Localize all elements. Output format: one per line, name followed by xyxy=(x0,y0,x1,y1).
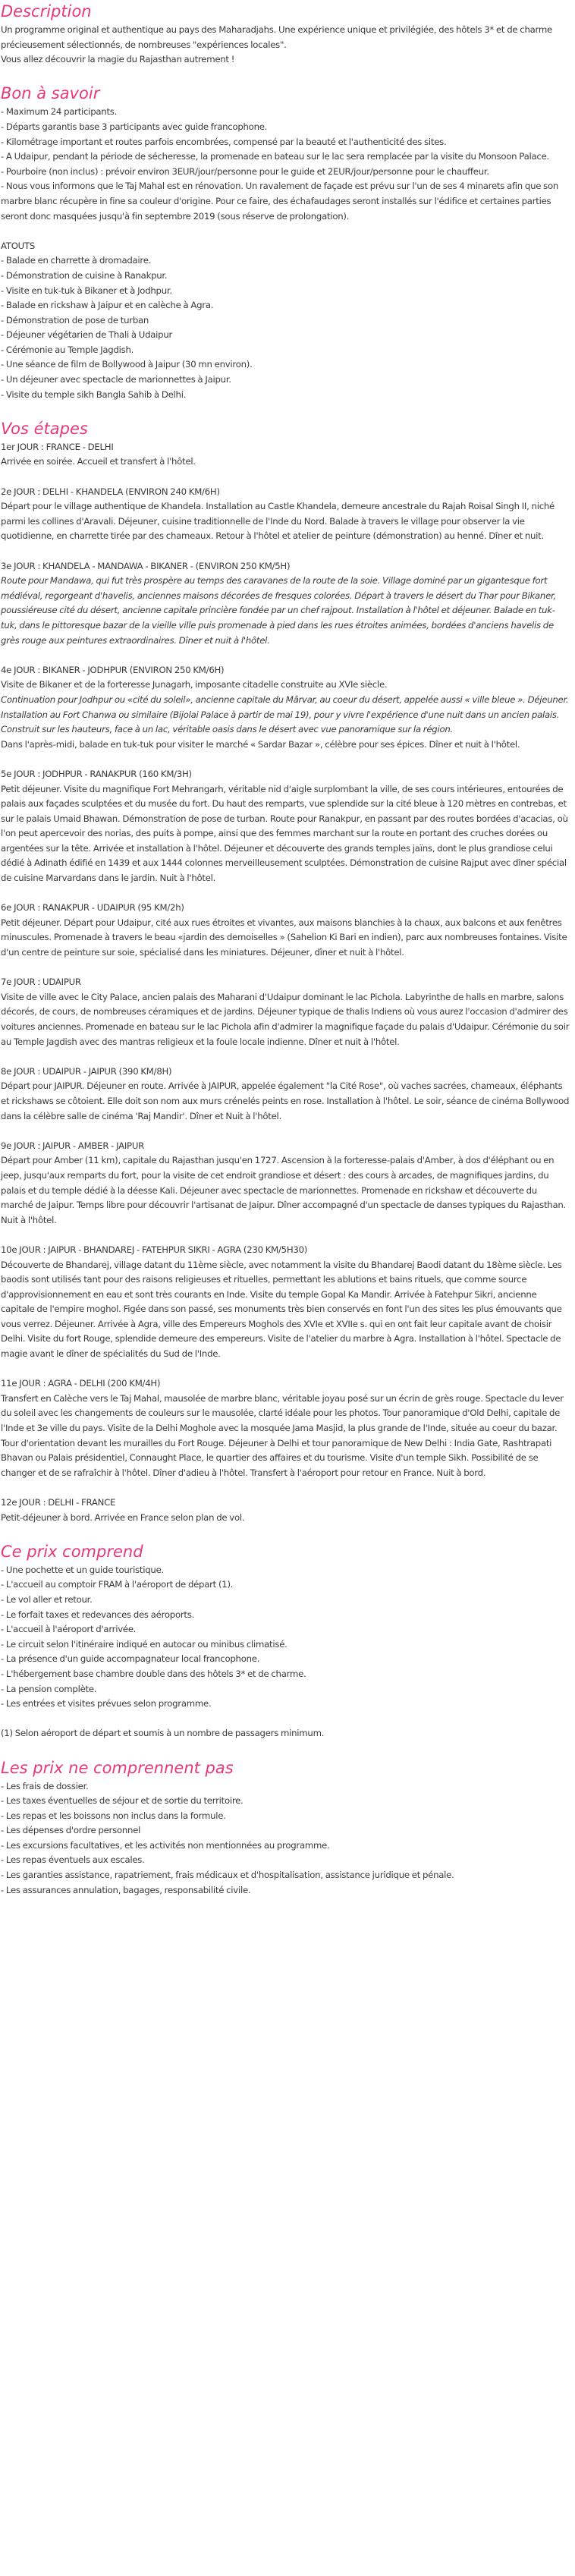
day-text: Visite de ville avec le City Palace, ancien palais des Maharani d'Udaipur dominant le lac Pichola. Labyrinthe de halls en marbre, salons décorés, de cours, de nombreuses céramiques et de jardins. Déjeuner typique de thalis Indiens où vous aurez l'occasion d'admirer des voitures anciennes. Promenade en bateau sur le lac Pichola afin d'admirer la magnifique façade du palais d'Udaipur. Cérémonie du soir au Temple Jagdish avec des mantras religieux et la foule locale indienne. Dîner et nuit à l'hôtel. xyxy=(1,991,570,1047)
day-text: Arrivée en soirée. Accueil et transfert à l'hôtel. xyxy=(1,456,196,467)
bon-a-savoir-list xyxy=(1,105,570,402)
atout-item: - Visite du temple sikh Bangla Sahib à Delhi. xyxy=(1,388,187,400)
prix-comprend-list xyxy=(1,1563,570,1741)
excluded-item: - Les assurances annulation, bagages, responsabilité civile. xyxy=(1,1884,251,1895)
included-item: - L'accueil au comptoir FRAM à l'aéroport de départ (1). xyxy=(1,1579,234,1590)
day-text: Départ pour JAIPUR. Déjeuner en route. Arrivée à JAIPUR, appelée également "la Cité Rose", où vaches sacrées, chameaux, éléphants et rickshaws se côtoient. Elle doit son nom aux murs crénelés peints en rose. Installation à l'hôtel. Le soir, séance de cinéma Bollywood dans la célèbre salle de cinéma 'Raj Mandir'. Dîner et Nuit à l'hôtel. xyxy=(1,1080,570,1121)
day-text: Petit déjeuner. Départ pour Udaipur, cité aux rues étroites et vivantes, aux maisons blanchies à la chaux, aux balcons et aux fenêtres minuscules. Promenade à travers le beau «jardin des demoiselles » (Sahelion Ki Bari en indien), parc aux nombreuses fontaines. Visite d'un centre de peinture sur soie, spécialisé dans les miniatures. Déjeuner, dîner et nuit à l'hôtel. xyxy=(1,917,567,958)
atout-item: - Un déjeuner avec spectacle de marionnettes à Jaipur. xyxy=(1,374,231,385)
atout-item: - Balade en rickshaw à Jaipur et en calèche à Agra. xyxy=(1,300,214,311)
atouts-heading: ATOUTS xyxy=(1,240,36,251)
included-item: - La présence d'un guide accompagnateur local francophone. xyxy=(1,1653,260,1665)
included-item: - La pension complète. xyxy=(1,1683,97,1694)
itinerary xyxy=(1,440,570,1525)
day-heading: 6e JOUR : RANAKPUR - UDAIPUR (95 KM/2h) xyxy=(1,902,184,914)
included-item: - Le forfait taxes et redevances des aéroports. xyxy=(1,1609,195,1620)
atout-item: - Visite en tuk-tuk à Bikaner et à Jodhpur. xyxy=(1,285,172,296)
bon-a-savoir-title: Bon à savoir xyxy=(1,84,100,103)
atout-item: - Démonstration de pose de turban xyxy=(1,314,149,326)
day-text: Découverte de Bhandarej, village datant du 11ème siècle, avec notamment la visite du Bhandarej Baodi datant du 18ème siècle. Les baodis sont utilisés tant pour des raisons religieuses et rituelles, permettant les ablutions et bains rituels, que comme source d'approvisionnement en eau et sont très courants en Inde. Visite du temple Gopal Ka Mandir. Arrivée à Fatehpur Sikri, ancienne capitale de l'empire moghol. Figée dans son passé, ses monuments très bien conservés en font l'un des sites les plus émouvants que vous verrez. Déjeuner. Arrivée à Agra, ville des Empereurs Moghols des XVIe et XVIIe s. qui en ont fait leur capitale avant de choisir Delhi. Visite du fort Rouge, splendide demeure des empereurs. Visite de l'atelier du marbre à Agra. Installation à l'hôtel. Spectacle de magie avant le dîner de spécialités du Sud de l'Inde. xyxy=(1,1259,562,1360)
description-title: Description xyxy=(1,2,92,20)
atout-item: - Cérémonie au Temple Jagdish. xyxy=(1,344,134,355)
info-line: - Pourboire (non inclus) : prévoir environ 3EUR/jour/personne pour le guide et 2EUR/jour/personne pour le chauffeur. xyxy=(1,165,489,177)
day-heading: 5e JOUR : JODHPUR - RANAKPUR (160 KM/3H) xyxy=(1,768,192,779)
excluded-item: - Les taxes éventuelles de séjour et de sortie du territoire. xyxy=(1,1795,244,1807)
atout-item: - Balade en charrette à dromadaire. xyxy=(1,255,152,266)
included-item: - Une pochette et un guide touristique. xyxy=(1,1564,164,1575)
day-text: Dans l'après-midi, balade en tuk-tuk pour visiter le marché « Sardar Bazar », célèbre pour ses épices. Dîner et nuit à l'hôtel. xyxy=(1,738,520,750)
day-heading: 9e JOUR : JAIPUR - AMBER - JAIPUR xyxy=(1,1140,144,1151)
day-heading: 3e JOUR : KHANDELA - MANDAWA - BIKANER - (ENVIRON 250 KM/5H) xyxy=(1,560,291,571)
description-paragraph: Vous allez découvrir la magie du Rajasthan autrement ! xyxy=(1,54,235,65)
excluded-item: - Les repas et les boissons non inclus dans la formule. xyxy=(1,1810,226,1821)
info-line: - Nous vous informons que le Taj Mahal est en rénovation. Un ravalement de façade est prévu sur l'un de ses 4 minarets afin que son marbre blanc récupère in fine sa couleur d'origine. Pour ce faire, des échafaudages seront installés sur l'édifice et certaines parties seront donc masquées jusqu'à fin septembre 2019 (sous réserve de prolongation). xyxy=(1,181,559,222)
description-text xyxy=(1,23,570,68)
day-heading: 12e JOUR : DELHI - FRANCE xyxy=(1,1497,116,1508)
info-line: - Départs garantis base 3 participants avec guide francophone. xyxy=(1,121,268,132)
day-text: Transfert en Calèche vers le Taj Mahal, mausolée de marbre blanc, véritable joyau posé sur un écrin de grès rouge. Spectacle du lever du soleil avec les changements de couleurs sur le mausolée, clarté idéale pour les photos. Tour panoramique d'Old Delhi, capitale de l'Inde et 3e ville du pays. Visite de la Delhi Moghole avec la mosquée Jama Masjid, la plus grande de l'Inde, située au coeur du bazar. Tour d'orientation devant les murailles du Fort Rouge. Déjeuner à Delhi et tour panoramique de New Delhi : India Gate, Rashtrapati Bhavan ou Palais présidentiel, Connaught Place, le quartier des affaires et du tourisme. Visite d'un temple Sikh. Possibilité de se changer et de se rafraîchir à l'hôtel. Dîner d'adieu à l'hôtel. Transfert à l'aéroport pour retour en France. Nuit à bord. xyxy=(1,1392,564,1478)
etapes-title: Vos étapes xyxy=(1,419,88,438)
day-heading: 11e JOUR : AGRA - DELHI (200 KM/4H) xyxy=(1,1378,161,1389)
day-heading: 10e JOUR : JAIPUR - BHANDAREJ - FATEHPUR SIKRI - AGRA (230 KM/5H30) xyxy=(1,1244,308,1255)
prix-non-comprend-title: Les prix ne comprennent pas xyxy=(1,1758,234,1777)
atout-item: - Démonstration de cuisine à Ranakpur. xyxy=(1,269,168,281)
day-heading: 8e JOUR : UDAIPUR - JAIPUR (390 KM/8H) xyxy=(1,1065,172,1077)
day-heading: 2e JOUR : DELHI - KHANDELA (ENVIRON 240 KM/6H) xyxy=(1,486,220,497)
day-text: Petit déjeuner. Visite du magnifique Fort Mehrangarh, véritable nid d'aigle surplombant la ville, de ses cours intérieures, entourées de palais aux façades sculptées et du musée du fort. Du haut des remparts, vue splendide sur la cité bleue à 120 mètres en contrebas, et sur le palais Umaid Bhawan. Démonstration de pose de turban. Route pour Ranakpur, en passant par des routes bordées d'acacias, où l'on peut apercevoir des norias, des puits à pompe, ainsi que des femmes marchant sur la route en portant des cruches dorées ou argentées sur la tête. Arrivée et installation à l'hôtel. Déjeuner et découverte des grands temples jaïns, dont le plus grandiose celui dédié à Adinath édifié en 1439 et aux 1444 colonnes merveilleusement sculptées. Démonstration de cuisine Rajput avec dîner spécial de cuisine Marvardans dans le jardin. Nuit à l'hôtel. xyxy=(1,783,568,884)
atout-item: - Une séance de film de Bollywood à Jaipur (30 mn environ). xyxy=(1,359,253,370)
included-item: - Les entrées et visites prévues selon programme. xyxy=(1,1698,212,1709)
prix-comprend-title: Ce prix comprend xyxy=(1,1542,143,1561)
excluded-item: - Les repas éventuels aux escales. xyxy=(1,1854,145,1866)
included-item: - L'hébergement base chambre double dans des hôtels 3* et de charme. xyxy=(1,1668,306,1679)
day-text: Départ pour le village authentique de Khandela. Installation au Castle Khandela, demeure ancestrale du Rajah Roisal Singh II, niché parmi les collines d'Aravali. Déjeuner, cuisine traditionnelle de l'Inde du Nord. Balade à travers le village pour observer la vie quotidienne, en charrette tirée par des chameaux. Retour à l'hôtel et atelier de peinture (démonstration) au henné. Dîner et nuit. xyxy=(1,501,555,542)
info-line: - Kilométrage important et routes parfois encombrées, compensé par la beauté et l'authenticité des sites. xyxy=(1,136,447,147)
info-line: - A Udaipur, pendant la période de sécheresse, la promenade en bateau sur le lac sera remplacée par la visite du Monsoon Palace. xyxy=(1,151,549,162)
excluded-item: - Les excursions facultatives, et les activités non mentionnées au programme. xyxy=(1,1839,330,1851)
atout-item: - Déjeuner végétarien de Thali à Udaipur xyxy=(1,329,173,341)
included-item: - Le circuit selon l'itinéraire indiqué en autocar ou minibus climatisé. xyxy=(1,1638,288,1650)
day-heading: 1er JOUR : FRANCE - DELHI xyxy=(1,441,114,452)
included-item: - Le vol aller et retour. xyxy=(1,1593,93,1605)
day-text: Petit-déjeuner à bord. Arrivée en France selon plan de vol. xyxy=(1,1511,245,1523)
day-heading: 4e JOUR : BIKANER - JODHPUR (ENVIRON 250 KM/6H) xyxy=(1,664,225,675)
description-paragraph: Un programme original et authentique au pays des Maharadjahs. Une expérience unique et privilégiée, des hôtels 3* et de charme précieusement sélectionnés, de nombreuses "expériences locales". xyxy=(1,24,552,50)
excluded-item: - Les frais de dossier. xyxy=(1,1780,89,1791)
day-text: Départ pour Amber (11 km), capitale du Rajasthan jusqu'en 1727. Ascension à la forteresse-palais d'Amber, à dos d'éléphant ou en jeep, jusqu'aux remparts du fort, pour la visite de cet endroit grandiose et désert : des cours à arcades, de magnifiques jardins, du palais et du temple dédié à la déesse Kali. Déjeuner avec spectacle de marionnettes. Promenade en rickshaw et découverte du marché de Jaipur. Temps libre pour découvrir l'artisanat de Jaipur. Dîner accompagné d'un spectacle de danses typiques du Rajasthan. Nuit à l'hôtel. xyxy=(1,1155,567,1225)
excluded-item: - Les dépenses d'ordre personnel xyxy=(1,1825,141,1836)
included-item: - L'accueil à l'aéroport d'arrivée. xyxy=(1,1624,137,1635)
day-heading: 7e JOUR : UDAIPUR xyxy=(1,977,81,988)
included-footnote: (1) Selon aéroport de départ et soumis à un nombre de passagers minimum. xyxy=(1,1728,325,1739)
day-text: Continuation pour Jodhpur ou «cité du soleil», ancienne capitale du Mârvar, au coeur du désert, appelée aussi « ville bleue ». Déjeuner. Installation au Fort Chanwa ou similaire (Bijolai Palace à partir de mai 19), pour y vivre l'expérience d'une nuit dans un ancien palais. Construit sur les hauteurs, face à un lac, véritable oasis dans le désert avec vue panoramique sur la région. xyxy=(1,694,569,735)
prix-non-comprend-list xyxy=(1,1779,570,1898)
day-text: Route pour Mandawa, qui fut très prospère au temps des caravanes de la route de la soie. Village dominé par un gigantesque fort médiéval, regorgeant d'havelis, anciennes maisons décorées de fresques colorées. Départ à travers le désert du Thar pour Bikaner, poussiéreuse cité du désert, ancienne capitale princière fondée par un chef rajpout. Installation à l'hôtel et déjeuner. Balade en tuk-tuk, dans le pittoresque bazar de la vieille ville puis promenade à pied dans les rues étroites animées, bordées d'anciens havelis de grès rouge aux peintures extraordinaires. Dîner et nuit à l'hôtel. xyxy=(1,575,556,646)
info-line: - Maximum 24 participants. xyxy=(1,106,118,118)
day-text: Visite de Bikaner et de la forteresse Junagarh, imposante citadelle construite au XVIe siècle. xyxy=(1,679,388,690)
excluded-item: - Les garanties assistance, rapatriement, frais médicaux et d'hospitalisation, assistance juridique et pénale. xyxy=(1,1870,454,1881)
